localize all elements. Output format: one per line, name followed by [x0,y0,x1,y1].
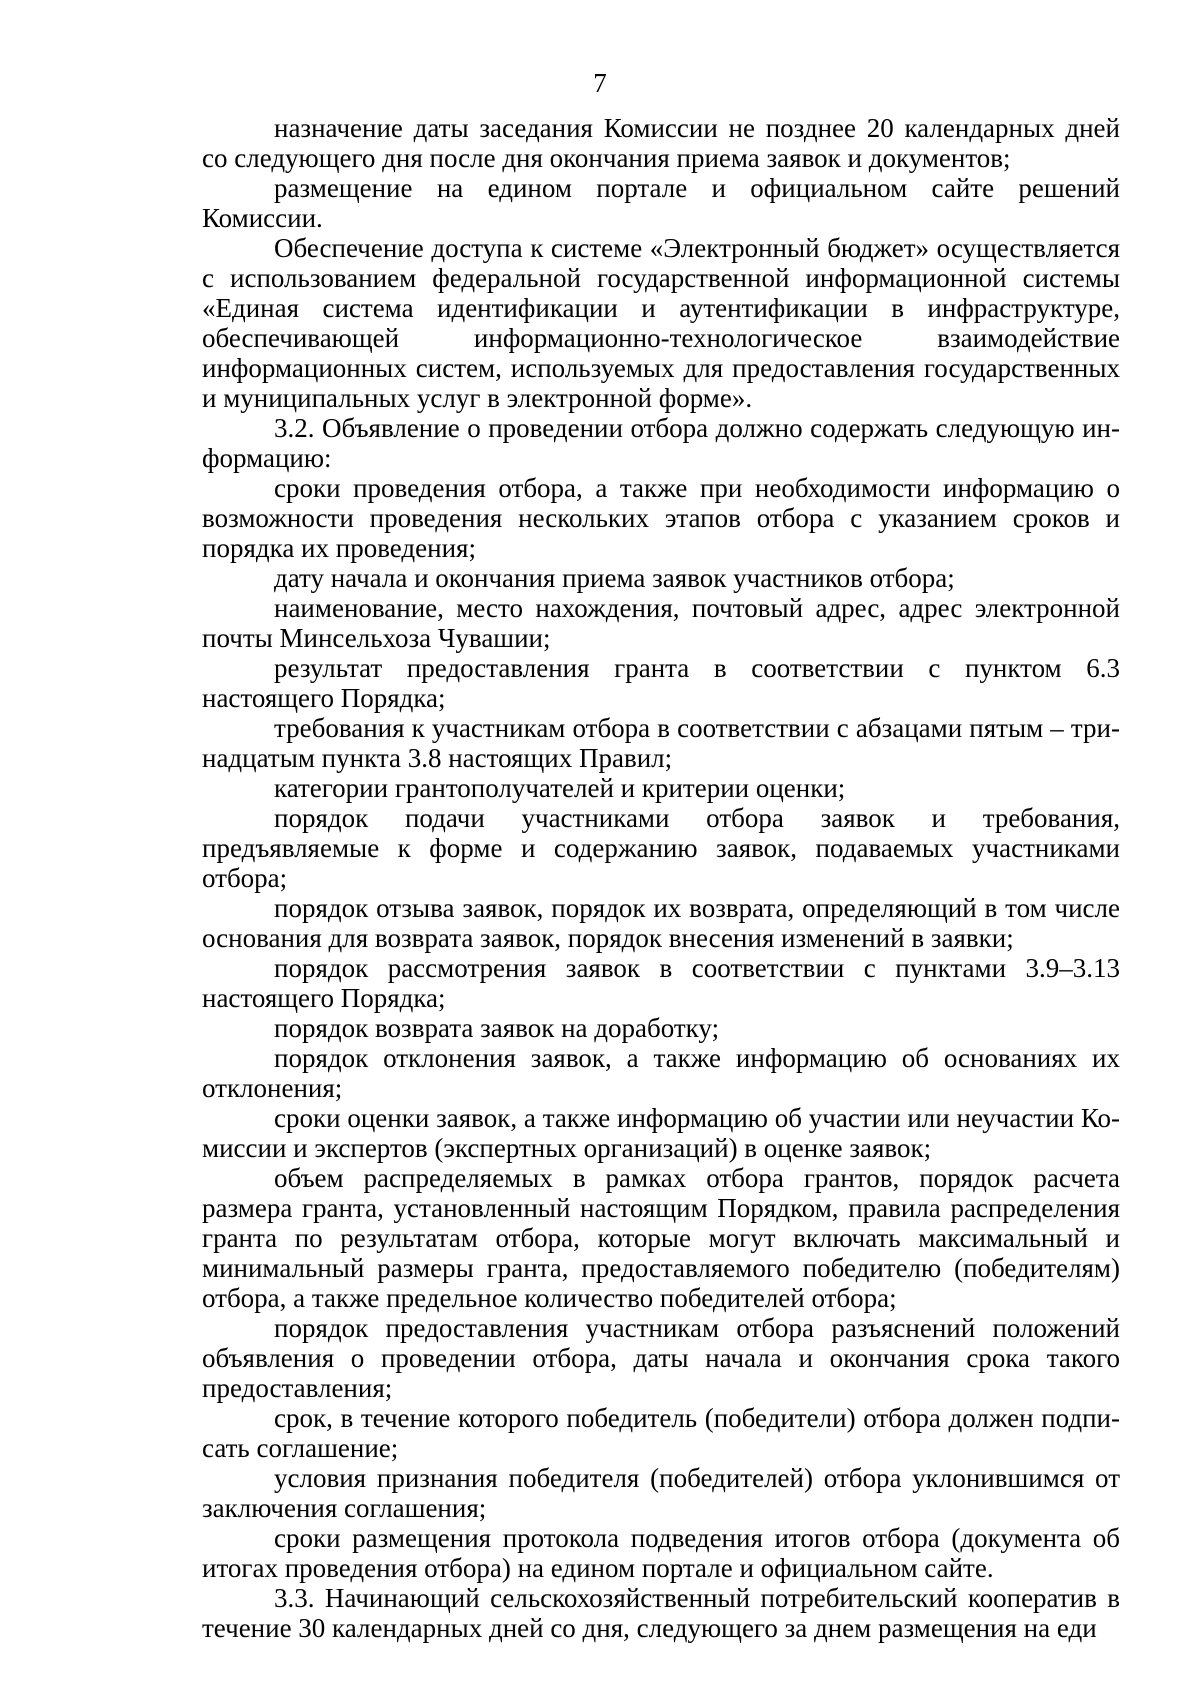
paragraph: назначение даты заседания Комиссии не позднее 20 календарных дней со следующего дня после дня окончания приема заявок и документов; [202,113,1120,173]
paragraph: условия признания победителя (победителей) отбора уклонившимся от заключения соглашения; [202,1463,1120,1523]
paragraph: 3.3. Начинающий сельскохозяйственный потребительский кооператив в течение 30 календарных дней со дня, следующего за днем размещения на еди [202,1583,1120,1643]
paragraph: наименование, место нахождения, почтовый адрес, адрес электронной почты Минсельхоза Чувашии; [202,593,1120,653]
paragraph: сроки размещения протокола подведения итогов отбора (документа об итогах проведения отбора) на едином портале и официальном сайте. [202,1523,1120,1583]
paragraph: результат предоставления гранта в соответствии с пунктом 6.3 настоящего Порядка; [202,653,1120,713]
document-body [202,113,1120,1643]
paragraph: сроки проведения отбора, а также при необходимости информацию о возможности проведения нескольких этапов отбора с указанием сроков и порядка их проведения; [202,473,1120,563]
paragraph: порядок предоставления участникам отбора разъяснений положений объявления о проведении отбора, даты начала и окончания срока такого предоставления; [202,1313,1120,1403]
paragraph: дату начала и окончания приема заявок участников отбора; [274,563,955,593]
paragraph: категории грантополучателей и критерии оценки; [274,773,846,803]
paragraph: объем распределяемых в рамках отбора грантов, порядок расчета размера гранта, установленный настоящим Порядком, правила распределения гранта по результатам отбора, которые могут включать максимальный и минимальный размеры гранта, предоставляемого победителю (победителям) отбора, а также предельное количество победителей отбора; [202,1163,1120,1313]
paragraph: сроки оценки заявок, а также информацию об участии или неучастии Комиссии и экспертов (экспертных организаций) в оценке заявок; [202,1103,1120,1163]
paragraph: срок, в течение которого победитель (победители) отбора должен подписать соглашение; [202,1403,1120,1463]
paragraph: порядок возврата заявок на доработку; [274,1013,720,1043]
paragraph: порядок отклонения заявок, а также информацию об основаниях их отклонения; [202,1043,1120,1103]
paragraph: порядок отзыва заявок, порядок их возврата, определяющий в том числе основания для возврата заявок, порядок внесения изменений в заявки; [202,893,1120,953]
paragraph: размещение на едином портале и официальном сайте решений Комиссии. [202,173,1120,233]
paragraph: требования к участникам отбора в соответствии с абзацами пятым – тринадцатым пункта 3.8 настоящих Правил; [202,713,1120,773]
paragraph: Обеспечение доступа к системе «Электронный бюджет» осуществляется с использованием федеральной государственной информационной системы «Единая система идентификации и аутентификации в инфраструктуре, обеспечивающей информационно-технологическое взаимодействие информационных систем, используемых для предоставления государственных и муниципальных услуг в электронной форме». [202,233,1120,413]
paragraph: 3.2. Объявление о проведении отбора должно содержать следующую информацию: [202,413,1120,473]
paragraph: порядок рассмотрения заявок в соответствии с пунктами 3.9–3.13 настоящего Порядка; [202,953,1120,1013]
page-number: 7 [593,68,607,98]
paragraph: порядок подачи участниками отбора заявок и требования, предъявляемые к форме и содержанию заявок, подаваемых участниками отбора; [202,803,1120,893]
